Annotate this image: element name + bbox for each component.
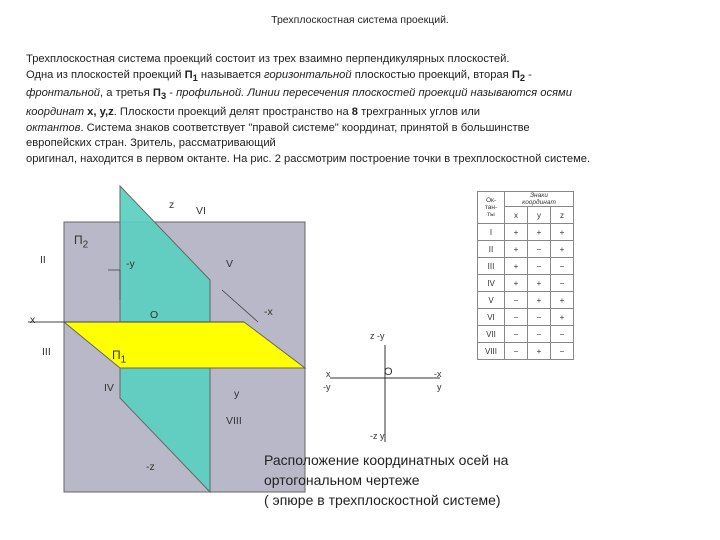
para-line-4: координат x, y,z. Плоскости проекций делят пространство на 8 трехгранных углов или [26, 106, 481, 119]
col-x: x [505, 207, 528, 224]
col-y: y [528, 207, 551, 224]
table-row: I + + + [478, 224, 574, 241]
epure-label-y: y [437, 382, 442, 392]
label-octant-III: III [42, 346, 51, 358]
table-row: VI − − + [478, 309, 574, 326]
label-octant-V: V [226, 258, 234, 270]
label-minus-z: -z [146, 461, 155, 473]
table-head-signs: Знаки координат [505, 192, 574, 207]
label-P1: $П_1$ [112, 348, 127, 366]
label-origin: O [150, 309, 159, 321]
epure-label-x: x [326, 369, 331, 379]
table-row: VII − − − [478, 326, 574, 343]
label-y: y [234, 388, 240, 400]
caption-line-2: ортогональном чертеже [264, 472, 420, 488]
para-line-3: фронтальной, а третья $П_3$ - профильной. Линии пересечения плоскостей проекций называются осями [26, 87, 572, 102]
table-row: II + − + [478, 241, 574, 258]
para-line-2: Одна из плоскостей проекций $П_1$ называется горизонтальной плоскостью проекций, вторая $П_2$ - [26, 68, 532, 83]
epure-label-minus-y: -y [323, 382, 331, 392]
table-head-octants: Ок- тан- ты [478, 192, 505, 224]
label-minus-x: -x [264, 306, 273, 318]
table-row: IV + + − [478, 275, 574, 292]
figure-caption [264, 450, 508, 510]
table-row: III + − − [478, 258, 574, 275]
para-line-5: октантов. Система знаков соответствует "правой системе" координат, принятой в большинстве [26, 121, 530, 134]
epure-label-minus-x: -x [434, 369, 442, 379]
label-octant-II: II [40, 254, 46, 266]
octant-sign-table [477, 191, 574, 360]
para-line-7: оригинал, находится в первом октанте. На рис. 2 рассмотрим построение точки в трехплоскостной системе. [26, 153, 591, 166]
epure-label-bottom: -z y [370, 431, 385, 441]
caption-line-3: ( эпюре в трехплоскостной системе) [264, 492, 501, 508]
para-line-6: европейских стран. Зритель, рассматривающий [26, 137, 276, 150]
label-P2: $П_2$ [74, 233, 89, 251]
label-x: x [30, 314, 36, 326]
epure-label-top: z -y [370, 331, 385, 341]
epure-label-origin: O [384, 366, 393, 378]
caption-line-1: Расположение координатных осей на [264, 452, 509, 468]
label-octant-VIII: VIII [226, 415, 242, 427]
para-line-1: Трехплоскостная система проекций состоит из трех взаимно перпендикулярных плоскостей. [26, 53, 510, 65]
label-minus-y: -y [126, 258, 135, 270]
table-row: VIII − + − [478, 343, 574, 360]
label-octant-VI: VI [196, 205, 206, 217]
table-row: V − + + [478, 292, 574, 309]
label-z: z [169, 199, 175, 211]
col-z: z [551, 207, 574, 224]
page-title: Трехплоскостная система проекций. [271, 14, 449, 26]
label-octant-IV: IV [104, 382, 114, 394]
